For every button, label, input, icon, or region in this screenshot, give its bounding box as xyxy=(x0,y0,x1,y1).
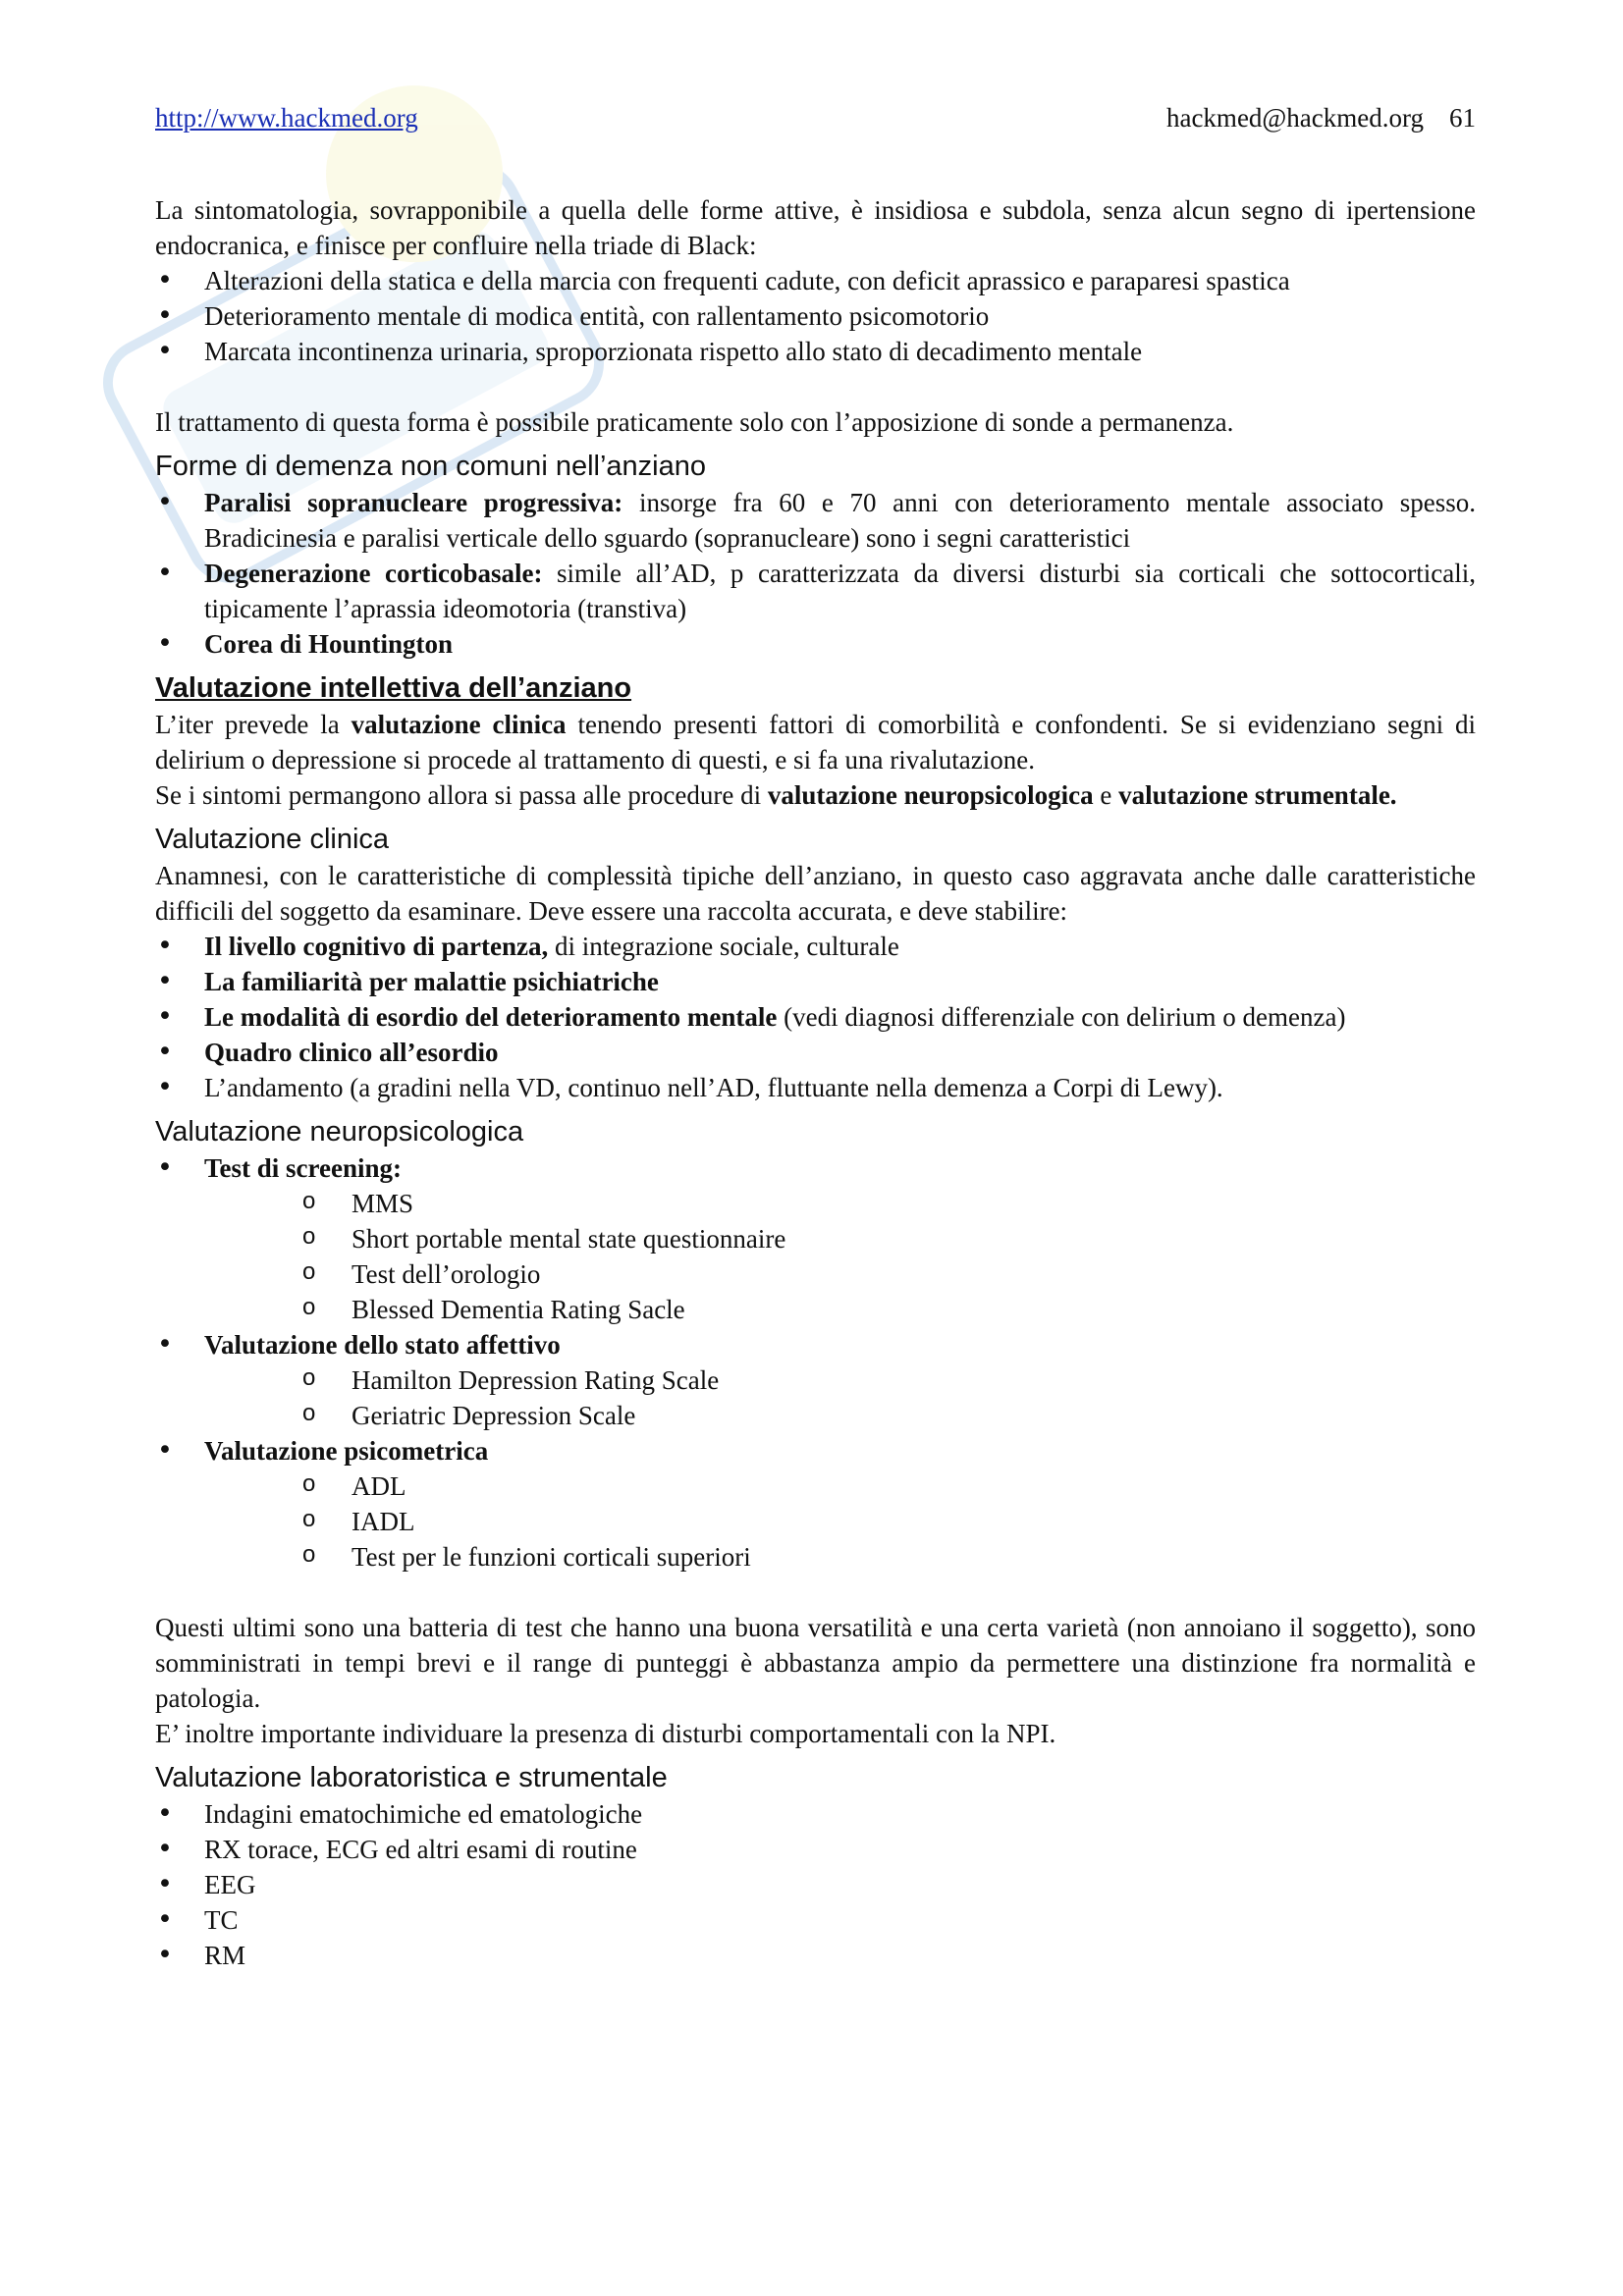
screening-sublist xyxy=(155,1186,1476,1327)
list-item xyxy=(155,1327,1476,1362)
text-run-bold: valutazione neuropsicologica xyxy=(767,780,1094,810)
item-term: Quadro clinico all’esordio xyxy=(204,1038,499,1067)
text-run: L’iter prevede la xyxy=(155,710,352,739)
text-run-bold: valutazione clinica xyxy=(351,710,567,739)
text-run-bold: valutazione strumentale. xyxy=(1118,780,1397,810)
forme-list xyxy=(155,485,1476,662)
list-item: • RX torace, ECG ed altri esami di routine xyxy=(155,1832,1476,1867)
list-item xyxy=(155,1035,1476,1070)
lab-list xyxy=(155,1796,1476,1973)
sublist-item: o IADL xyxy=(155,1504,1476,1539)
item-term: Corea di Hountington xyxy=(204,629,454,659)
sublist-item: o ADL xyxy=(155,1468,1476,1504)
list-item: • RM xyxy=(155,1938,1476,1973)
item-text: (vedi diagnosi differenziale con delirium o demenza) xyxy=(777,1002,1346,1032)
neuro-list xyxy=(155,1150,1476,1186)
clinica-list xyxy=(155,929,1476,1105)
list-item: • Marcata incontinenza urinaria, sproporzionata rispetto allo stato di decadimento mentale xyxy=(155,334,1476,369)
section-heading-forme: Forme di demenza non comuni nell’anziano xyxy=(155,451,706,482)
sublist-item: o Geriatric Depression Scale xyxy=(155,1398,1476,1433)
neuro-list xyxy=(155,1327,1476,1362)
treatment-paragraph: Il trattamento di questa forma è possibile praticamente solo con l’apposizione di sonde a permanenza. xyxy=(155,407,1234,437)
text-run: e xyxy=(1093,780,1119,810)
list-item xyxy=(155,485,1476,556)
text-run: tenendo presenti fattori di comorbilità e confondenti. Se si evidenziano segni di delirium o depressione si procede al trattamento di questi, e si fa una rivalutazione. xyxy=(155,710,1477,774)
sublist-item: o Test dell’orologio xyxy=(155,1256,1476,1292)
intro-paragraph: La sintomatologia, sovrapponibile a quella delle forme attive, è insidiosa e subdola, senza alcun segno di ipertensione endocranica, e finisce per confluire nella triade di Black: xyxy=(155,195,1476,260)
list-item: • Alterazioni della statica e della marcia con frequenti cadute, con deficit aprassico e paraparesi spastica xyxy=(155,263,1476,298)
list-item xyxy=(155,1150,1476,1186)
section-heading-valutazione: Valutazione intellettiva dell’anziano xyxy=(155,672,632,704)
section-heading-clinica: Valutazione clinica xyxy=(155,824,390,855)
sublist-item: o Blessed Dementia Rating Sacle xyxy=(155,1292,1476,1327)
group-title: Valutazione psicometrica xyxy=(204,1436,489,1466)
list-item xyxy=(155,1070,1476,1105)
list-item: • TC xyxy=(155,1902,1476,1938)
item-text: simile all’AD, p caratterizzata da diversi disturbi sia corticali che sottocorticali, tipicamente l’aprassia ideomotoria (transtiva) xyxy=(204,559,1476,623)
psicometrica-sublist xyxy=(155,1468,1476,1575)
clinica-paragraph: Anamnesi, con le caratteristiche di complessità tipiche dell’anziano, in questo caso aggravata anche dalle caratteristiche difficili del soggetto da esaminare. Deve essere una raccolta accurata, e deve stabilire: xyxy=(155,861,1476,926)
valutazione-paragraph-1 xyxy=(155,707,1476,777)
section-heading-neuro: Valutazione neuropsicologica xyxy=(155,1116,524,1148)
text-run: Se i sintomi permangono allora si passa alle procedure di xyxy=(155,780,768,810)
header-email: hackmed@hackmed.org xyxy=(1165,103,1424,133)
list-item: • Deterioramento mentale di modica entità, con rallentamento psicomotorio xyxy=(155,298,1476,334)
sublist-item: o MMS xyxy=(155,1186,1476,1221)
item-term: Le modalità di esordio del deterioramento mentale xyxy=(204,1002,778,1032)
group-title: Valutazione dello stato affettivo xyxy=(204,1330,561,1360)
item-term: Degenerazione corticobasale: xyxy=(204,559,543,588)
sublist-item: o Hamilton Depression Rating Scale xyxy=(155,1362,1476,1398)
valutazione-paragraph-2 xyxy=(155,777,1476,813)
list-item xyxy=(155,1433,1476,1468)
neuro-paragraph-1: Questi ultimi sono una batteria di test che hanno una buona versatilità e una certa varietà (non annoiano il soggetto), sono somministrati in tempi brevi e il range di punteggi è abbastanza ampio da permettere una distinzione fra normalità e patologia. xyxy=(155,1613,1476,1713)
header-right xyxy=(1141,98,1476,137)
item-term: Paralisi sopranucleare progressiva: xyxy=(204,488,623,517)
list-item xyxy=(155,556,1476,626)
header-url-link[interactable]: http://www.hackmed.org xyxy=(155,103,418,133)
list-item xyxy=(155,929,1476,964)
page-content xyxy=(155,192,1476,1973)
neuro-list xyxy=(155,1433,1476,1468)
list-item xyxy=(155,999,1476,1035)
list-item xyxy=(155,626,1476,662)
black-triad-list xyxy=(155,263,1476,369)
list-item: • EEG xyxy=(155,1867,1476,1902)
neuro-paragraph-2: E’ inoltre importante individuare la presenza di disturbi comportamentali con la NPI. xyxy=(155,1719,1056,1748)
page-number: 61 xyxy=(1449,103,1476,133)
sublist-item: o Test per le funzioni corticali superiori xyxy=(155,1539,1476,1575)
item-text: di integrazione sociale, culturale xyxy=(548,932,899,961)
group-title: Test di screening: xyxy=(204,1153,403,1183)
item-term: Il livello cognitivo di partenza, xyxy=(204,932,549,961)
section-heading-lab: Valutazione laboratoristica e strumentale xyxy=(155,1762,668,1793)
item-text: L’andamento (a gradini nella VD, continuo nell’AD, fluttuante nella demenza a Corpi di Lewy). xyxy=(204,1073,1223,1102)
list-item: • Indagini ematochimiche ed ematologiche xyxy=(155,1796,1476,1832)
affettivo-sublist xyxy=(155,1362,1476,1433)
sublist-item: o Short portable mental state questionnaire xyxy=(155,1221,1476,1256)
page-header xyxy=(155,98,1476,137)
item-term: La familiarità per malattie psichiatriche xyxy=(204,967,659,996)
list-item xyxy=(155,964,1476,999)
item-text: insorge fra 60 e 70 anni con deterioramento mentale associato spesso. Bradicinesia e paralisi verticale dello sguardo (sopranucleare) sono i segni caratteristici xyxy=(204,488,1476,553)
